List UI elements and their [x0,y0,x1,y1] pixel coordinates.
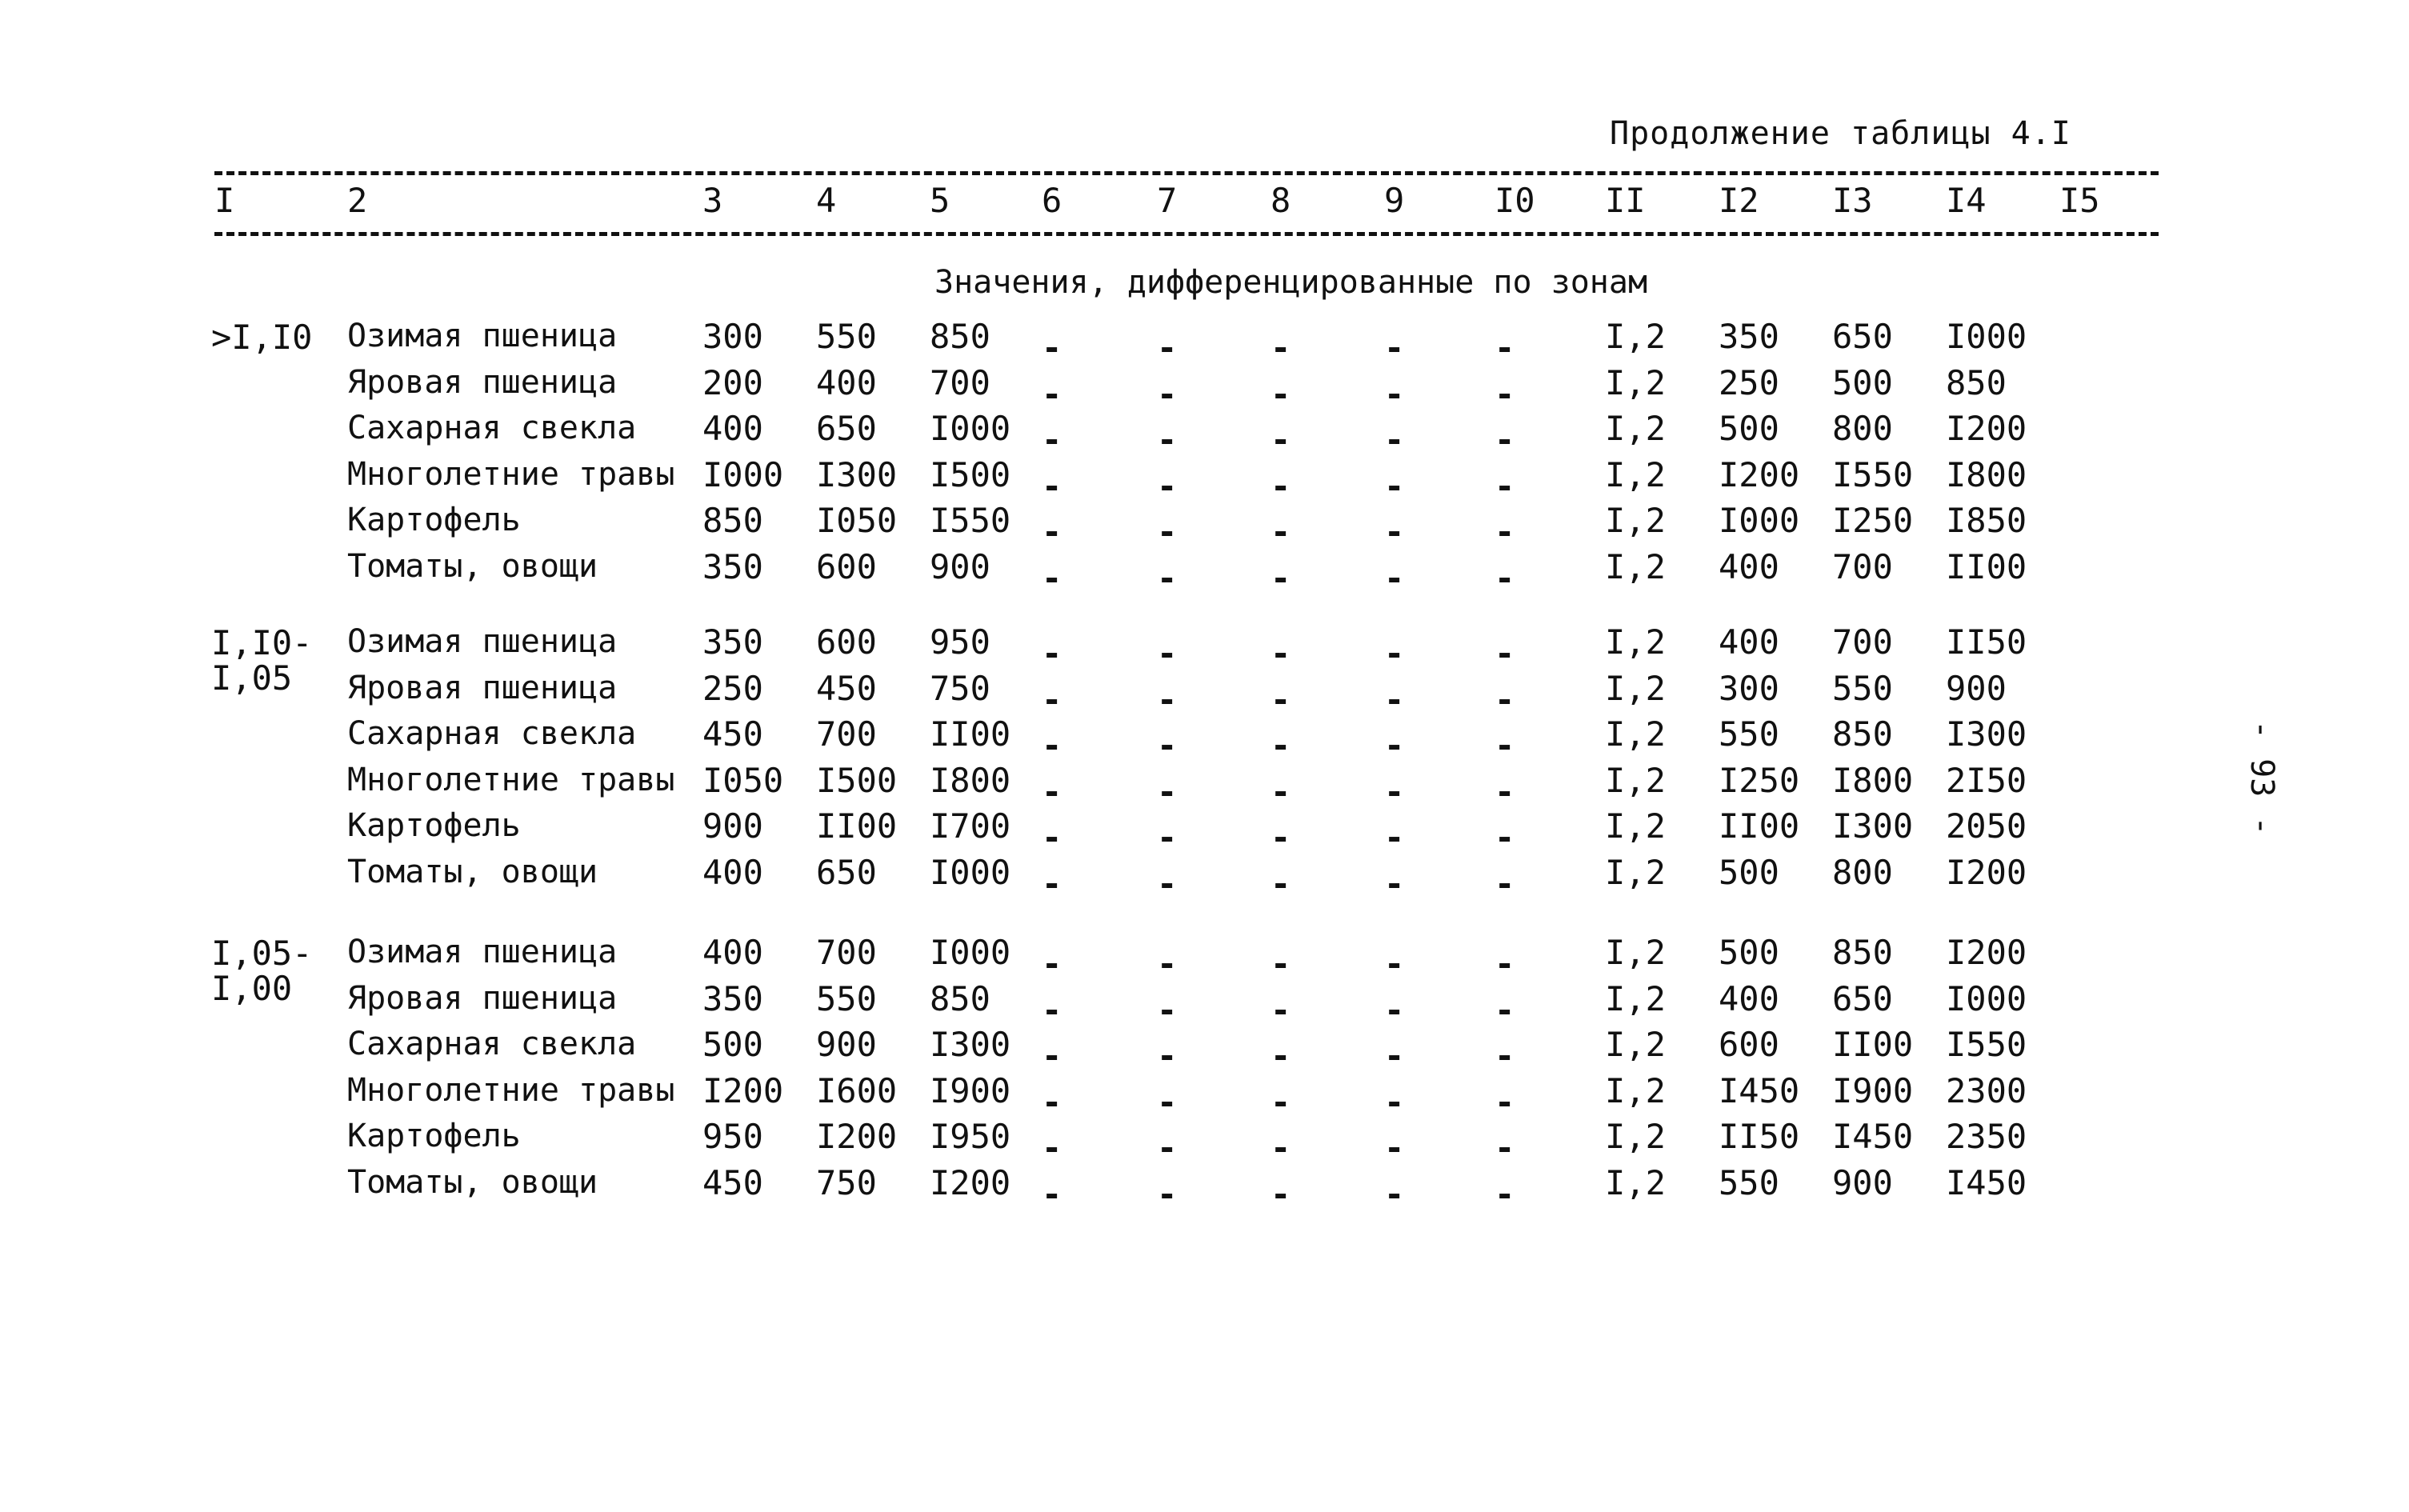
empty-dash: - [1384,512,1405,551]
value-cell: 350 [702,622,763,662]
table-row [0,760,2409,811]
value-cell: I950 [930,1117,1011,1156]
crop-name: Яровая пшеница [347,363,618,401]
table-row [0,546,2409,598]
header-top-rule [214,171,2159,175]
section-title: Значения, дифференцированные по зонам [934,264,1648,301]
value-cell: I,2 [1605,317,1666,356]
value-cell: 400 [702,852,763,892]
crop-name: Озимая пшеница [347,934,618,970]
value-cell: 500 [1832,362,1893,402]
value-cell: I500 [930,454,1011,494]
empty-dash: - [1271,374,1291,414]
column-header-10: I0 [1495,181,1535,220]
table-row [0,714,2409,765]
value-cell: I,2 [1605,546,1666,586]
empty-dash: - [1271,818,1291,857]
empty-dash: - [1495,374,1515,414]
value-cell: 2050 [1946,806,2027,846]
value-cell: I,2 [1605,760,1666,800]
value-cell: 400 [702,933,763,972]
empty-dash: - [1495,944,1515,983]
value-cell: 400 [702,409,763,448]
empty-dash: - [1042,990,1062,1030]
empty-dash: - [1384,1174,1405,1214]
table-row [0,409,2409,459]
value-cell: 850 [930,317,990,356]
table-row [0,978,2409,1030]
column-header-13: I3 [1832,181,1873,220]
value-cell: I200 [1719,454,1800,494]
crop-name: Томаты, овощи [347,853,598,890]
value-cell: I000 [702,454,784,494]
value-cell: I300 [930,1025,1011,1064]
table-row [0,362,2409,414]
empty-dash: - [1384,1128,1405,1167]
column-header-3: 3 [702,181,723,220]
crop-name: Озимая пшеница [347,318,618,354]
table-caption: Продолжение таблицы 4.I [1610,115,2071,152]
value-cell: 700 [930,362,990,402]
value-cell: 650 [816,409,877,448]
empty-dash: - [1157,726,1178,765]
empty-dash: - [1495,863,1515,903]
empty-dash: - [1271,420,1291,459]
empty-dash: - [1042,863,1062,903]
value-cell: I450 [1832,1117,1914,1156]
empty-dash: - [1271,863,1291,903]
value-cell: 850 [1946,362,2007,402]
value-cell: I000 [1719,501,1800,540]
value-cell: 500 [1719,933,1779,972]
empty-dash: - [1495,1036,1515,1075]
value-cell: 900 [930,546,990,586]
value-cell: 700 [1832,622,1893,662]
value-cell: 250 [702,668,763,708]
empty-dash: - [1042,420,1062,459]
value-cell: 850 [930,978,990,1018]
value-cell: 850 [702,501,763,540]
value-cell: 700 [816,714,877,754]
empty-dash: - [1157,990,1178,1030]
empty-dash: - [1271,558,1291,598]
value-cell: 900 [1946,668,2007,708]
value-cell: 650 [816,852,877,892]
value-cell: I550 [1832,454,1914,494]
value-cell: I,2 [1605,1070,1666,1110]
value-cell: I,2 [1605,1117,1666,1156]
value-cell: 950 [702,1117,763,1156]
empty-dash: - [1271,1128,1291,1167]
value-cell: I000 [930,852,1011,892]
empty-dash: - [1384,990,1405,1030]
value-cell: 2I50 [1946,760,2027,800]
crop-name: Многолетние травы [347,761,675,798]
value-cell: 650 [1832,317,1893,356]
empty-dash: - [1042,466,1062,506]
empty-dash: - [1495,990,1515,1030]
crop-name: Яровая пшеница [347,979,618,1017]
value-cell: I050 [702,760,784,800]
value-cell: 400 [1719,546,1779,586]
empty-dash: - [1157,771,1178,811]
empty-dash: - [1157,679,1178,719]
value-cell: I000 [1946,978,2027,1018]
empty-dash: - [1157,420,1178,459]
crop-name: Сахарная свекла [347,715,637,752]
empty-dash: - [1271,512,1291,551]
empty-dash: - [1384,818,1405,857]
value-cell: I200 [816,1117,898,1156]
empty-dash: - [1384,374,1405,414]
zone-label: I,05- I,00 [211,934,313,1008]
empty-dash: - [1384,634,1405,673]
value-cell: II50 [1719,1117,1800,1156]
empty-dash: - [1271,1174,1291,1214]
value-cell: 550 [1719,714,1779,754]
empty-dash: - [1271,944,1291,983]
value-cell: 450 [702,1162,763,1202]
value-cell: 400 [816,362,877,402]
header-bottom-rule [214,232,2159,236]
empty-dash: - [1384,466,1405,506]
empty-dash: - [1157,634,1178,673]
crop-name: Озимая пшеница [347,623,618,660]
value-cell: I,2 [1605,978,1666,1018]
column-header-7: 7 [1157,181,1178,220]
value-cell: 500 [1719,852,1779,892]
empty-dash: - [1157,1082,1178,1122]
value-cell: I,2 [1605,409,1666,448]
empty-dash: - [1495,771,1515,811]
value-cell: I550 [930,501,1011,540]
empty-dash: - [1384,771,1405,811]
column-header-5: 5 [930,181,950,220]
table-row [0,852,2409,903]
value-cell: 600 [816,622,877,662]
empty-dash: - [1384,679,1405,719]
column-header-2: 2 [347,181,368,220]
value-cell: 500 [702,1025,763,1064]
value-cell: I800 [1832,760,1914,800]
empty-dash: - [1495,679,1515,719]
value-cell: I500 [816,760,898,800]
value-cell: I200 [1946,852,2027,892]
value-cell: I050 [816,501,898,540]
empty-dash: - [1271,990,1291,1030]
value-cell: 500 [1719,409,1779,448]
empty-dash: - [1495,420,1515,459]
crop-name: Яровая пшеница [347,669,618,706]
crop-name: Картофель [347,1118,521,1154]
value-cell: 750 [930,668,990,708]
empty-dash: - [1042,1174,1062,1214]
crop-name: Сахарная свекла [347,410,637,446]
value-cell: I300 [816,454,898,494]
value-cell: 2300 [1946,1070,2027,1110]
value-cell: I800 [1946,454,2027,494]
crop-name: Картофель [347,807,521,844]
empty-dash: - [1384,420,1405,459]
column-header-4: 4 [816,181,837,220]
value-cell: 550 [816,317,877,356]
value-cell: 350 [702,978,763,1018]
empty-dash: - [1384,1036,1405,1075]
empty-dash: - [1495,512,1515,551]
value-cell: I900 [1832,1070,1914,1110]
column-header-8: 8 [1271,181,1291,220]
empty-dash: - [1157,466,1178,506]
column-header-15: I5 [2059,181,2100,220]
value-cell: 450 [816,668,877,708]
empty-dash: - [1157,944,1178,983]
value-cell: II00 [816,806,898,846]
empty-dash: - [1042,328,1062,367]
value-cell: I,2 [1605,806,1666,846]
value-cell: 600 [816,546,877,586]
column-header-14: I4 [1946,181,1987,220]
value-cell: I000 [930,933,1011,972]
value-cell: II00 [1719,806,1800,846]
empty-dash: - [1384,944,1405,983]
value-cell: 550 [816,978,877,1018]
empty-dash: - [1042,944,1062,983]
empty-dash: - [1157,558,1178,598]
crop-name: Многолетние травы [347,1071,675,1109]
empty-dash: - [1157,818,1178,857]
value-cell: 350 [1719,317,1779,356]
empty-dash: - [1042,374,1062,414]
crop-name: Многолетние травы [347,455,675,493]
value-cell: I250 [1719,760,1800,800]
value-cell: I850 [1946,501,2027,540]
value-cell: 350 [702,546,763,586]
empty-dash: - [1271,679,1291,719]
value-cell: 800 [1832,852,1893,892]
zone-label: >I,I0 [211,318,313,357]
empty-dash: - [1271,328,1291,367]
value-cell: 950 [930,622,990,662]
value-cell: 600 [1719,1025,1779,1064]
value-cell: 400 [1719,978,1779,1018]
value-cell: 450 [702,714,763,754]
empty-dash: - [1157,328,1178,367]
value-cell: 300 [1719,668,1779,708]
empty-dash: - [1271,771,1291,811]
value-cell: II00 [930,714,1011,754]
table-row [0,454,2409,506]
empty-dash: - [1042,726,1062,765]
table-row [0,806,2409,857]
value-cell: 2350 [1946,1117,2027,1156]
value-cell: 650 [1832,978,1893,1018]
empty-dash: - [1271,634,1291,673]
page-number [2200,720,2328,836]
value-cell: II00 [1832,1025,1914,1064]
empty-dash: - [1384,863,1405,903]
empty-dash: - [1042,1036,1062,1075]
crop-name: Картофель [347,502,521,538]
value-cell: I700 [930,806,1011,846]
empty-dash: - [1495,558,1515,598]
empty-dash: - [1157,863,1178,903]
value-cell: I,2 [1605,1162,1666,1202]
value-cell: 750 [816,1162,877,1202]
empty-dash: - [1042,1082,1062,1122]
table-row [0,668,2409,719]
empty-dash: - [1495,818,1515,857]
empty-dash: - [1042,558,1062,598]
value-cell: I450 [1946,1162,2027,1202]
empty-dash: - [1271,1082,1291,1122]
value-cell: 700 [816,933,877,972]
value-cell: I450 [1719,1070,1800,1110]
empty-dash: - [1157,374,1178,414]
value-cell: 900 [1832,1162,1893,1202]
table-row [0,1025,2409,1075]
value-cell: I,2 [1605,668,1666,708]
empty-dash: - [1042,634,1062,673]
value-cell: I,2 [1605,501,1666,540]
crop-name: Томаты, овощи [347,1163,598,1201]
value-cell: I000 [1946,317,2027,356]
value-cell: 200 [702,362,763,402]
column-number-header [0,181,2409,224]
column-header-11: II [1605,181,1646,220]
value-cell: 300 [702,317,763,356]
value-cell: I250 [1832,501,1914,540]
empty-dash: - [1495,328,1515,367]
value-cell: I550 [1946,1025,2027,1064]
empty-dash: - [1495,466,1515,506]
column-header-9: 9 [1384,181,1405,220]
value-cell: I,2 [1605,852,1666,892]
empty-dash: - [1157,512,1178,551]
value-cell: I,2 [1605,714,1666,754]
column-header-6: 6 [1042,181,1062,220]
table-row [0,317,2409,367]
value-cell: I,2 [1605,1025,1666,1064]
empty-dash: - [1042,512,1062,551]
table-row [0,1117,2409,1167]
empty-dash: - [1384,1082,1405,1122]
table-row [0,1162,2409,1214]
empty-dash: - [1157,1036,1178,1075]
table-row [0,933,2409,983]
table-row [0,622,2409,673]
value-cell: I200 [1946,933,2027,972]
value-cell: I300 [1946,714,2027,754]
value-cell: 900 [702,806,763,846]
value-cell: I,2 [1605,933,1666,972]
value-cell: I,2 [1605,454,1666,494]
value-cell: I600 [816,1070,898,1110]
empty-dash: - [1384,726,1405,765]
value-cell: I200 [930,1162,1011,1202]
empty-dash: - [1271,466,1291,506]
empty-dash: - [1157,1128,1178,1167]
empty-dash: - [1495,1174,1515,1214]
empty-dash: - [1495,634,1515,673]
value-cell: II50 [1946,622,2027,662]
value-cell: 550 [1719,1162,1779,1202]
empty-dash: - [1495,1128,1515,1167]
value-cell: I,2 [1605,362,1666,402]
empty-dash: - [1157,1174,1178,1214]
value-cell: I300 [1832,806,1914,846]
value-cell: I,2 [1605,622,1666,662]
value-cell: 900 [816,1025,877,1064]
zone-label: I,I0- I,05 [211,623,313,698]
value-cell: 850 [1832,714,1893,754]
value-cell: 400 [1719,622,1779,662]
table-row [0,1070,2409,1122]
table-row [0,501,2409,551]
value-cell: I800 [930,760,1011,800]
page-number-text: - 93 - [2243,720,2280,836]
value-cell: 550 [1832,668,1893,708]
empty-dash: - [1042,771,1062,811]
value-cell: 800 [1832,409,1893,448]
value-cell: I900 [930,1070,1011,1110]
empty-dash: - [1042,1128,1062,1167]
value-cell: I000 [930,409,1011,448]
empty-dash: - [1042,679,1062,719]
empty-dash: - [1384,558,1405,598]
crop-name: Томаты, овощи [347,547,598,585]
value-cell: 850 [1832,933,1893,972]
column-header-1: I [214,181,235,220]
crop-name: Сахарная свекла [347,1026,637,1062]
value-cell: I200 [1946,409,2027,448]
empty-dash: - [1495,1082,1515,1122]
empty-dash: - [1042,818,1062,857]
value-cell: 700 [1832,546,1893,586]
value-cell: I200 [702,1070,784,1110]
empty-dash: - [1271,1036,1291,1075]
empty-dash: - [1271,726,1291,765]
value-cell: II00 [1946,546,2027,586]
column-header-12: I2 [1719,181,1759,220]
empty-dash: - [1495,726,1515,765]
value-cell: 250 [1719,362,1779,402]
empty-dash: - [1384,328,1405,367]
